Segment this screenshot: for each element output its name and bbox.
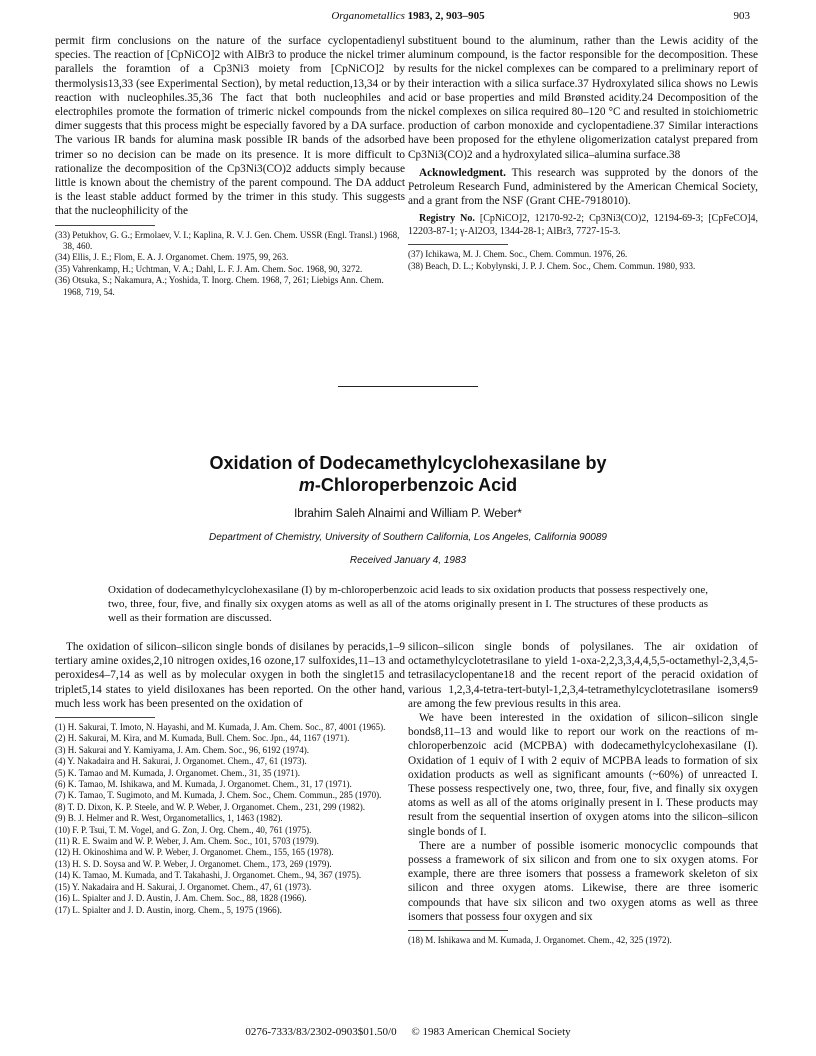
reference-33: (33) Petukhov, G. G.; Ermolaev, V. I.; Kaplina, R. V. J. Gen. Chem. USSR (Engl. Transl.) 1968, 38, 460. <box>55 229 400 252</box>
footnote-divider <box>408 244 508 245</box>
title-italic-prefix: m <box>298 475 315 495</box>
reference-5: (5) K. Tamao and M. Kumada, J. Organomet. Chem., 31, 35 (1971). <box>55 767 300 778</box>
reference-3: (3) H. Sakurai and Y. Kamiyama, J. Am. Chem. Soc., 96, 6192 (1974). <box>55 744 309 755</box>
article-right-column <box>408 640 758 946</box>
article-intro-text: The oxidation of silicon–silicon single bonds of disilanes by peracids,1–9 tertiary amine oxides,2,10 nitrogen oxides,16 ozone,17 sulfoxides,11–13 and peroxides4–7,14 as well as by molecular oxygen in both the singlet15 and triplet5,14 states to yield disiloxanes has been reported. On the other hand, much less work has been presented on the oxidation of <box>55 641 405 710</box>
footer-copyright: © 1983 American Chemical Society <box>411 1026 571 1038</box>
reference-38: (38) Beach, D. L.; Kobylynski, J. P. J. Chem. Soc., Chem. Commun. 1980, 933. <box>408 260 696 271</box>
reference-37: (37) Ichikawa, M. J. Chem. Soc., Chem. Commun. 1976, 26. <box>408 249 628 260</box>
received-date: Received January 4, 1983 <box>349 555 467 566</box>
prev-article-right-text: substituent bound to the aluminum, rather than the Lewis acidity of the aluminum compound, is the factor responsible for the decomposition. These results for the nickel complexes can be compared to a preliminary report of their interaction with a silica surface.37 Hydroxylated silica shows no Lewis acid or base properties and mild Brønsted acidity.24 Decomposition of the nickel complexes on silica required 80–120 °C and resulted in stoichiometric production of carbon monoxide and cyclopentadiene.37 Similar interactions have been proposed for the ethylene oligomerization catalyst prepared from Cp3Ni3(CO)2 and a hydroxylated silica–alumina surface.38 <box>408 35 758 161</box>
reference-11: (11) R. E. Swaim and W. P. Weber, J. Am. Chem. Soc., 101, 5703 (1979). <box>55 836 319 847</box>
article-left-column <box>55 640 405 916</box>
reference-4: (4) Y. Nakadaira and H. Sakurai, J. Organomet. Chem., 47, 61 (1973). <box>55 756 307 767</box>
title-line-2 <box>60 474 756 496</box>
journal-year-volume: 1983, 2, 903–905 <box>407 10 485 22</box>
footnote-divider <box>408 930 508 931</box>
footnote-divider <box>55 225 155 226</box>
page-number: 903 <box>733 10 750 22</box>
journal-name: Organometallics <box>331 10 405 22</box>
article-abstract: Oxidation of dodecamethylcyclohexasilane (I) by m-chloroperbenzoic acid leads to six oxidation products that possess respectively one, two, three, four, five, and finally six oxygen atoms as well as all of the atoms originally present in I. The structures of these products as well as their formation are discussed. <box>108 584 708 624</box>
page-footer <box>0 1026 816 1038</box>
reference-35: (35) Vahrenkamp, H.; Uchtman, V. A.; Dahl, L. F. J. Am. Chem. Soc. 1968, 90, 3272. <box>55 263 363 274</box>
prev-article-left-references <box>55 230 405 298</box>
prev-article-right-references <box>408 249 758 272</box>
reference-15: (15) Y. Nakadaira and H. Sakurai, J. Organomet. Chem., 47, 61 (1973). <box>55 881 312 892</box>
reference-36: (36) Otsuka, S.; Nakamura, A.; Yoshida, T. Inorg. Chem. 1968, 7, 261; Liebigs Ann. Chem. 1968, 719, 54. <box>55 275 384 297</box>
footer-code: 0276-7333/83/2302-0903$01.50/0 <box>245 1026 397 1038</box>
article-body-paragraph-2: We have been interested in the oxidation of silicon–silicon single bonds8,11–13 and would like to report our work on the reactions of m-chloroperbenzoic acid (MCPBA) with dodecamethylcyclohexasilane (I). Oxidation of 1 equiv of I with 2 equiv of MCPBA leads to formation of six oxidation products as well as significant amounts (~60%) of unreacted I. These possess respectively one, two, three, four, five, and finally six oxygen atoms as well as all of the atoms originally present in I. These products may result from the sequential insertion of oxygen atoms into the silicon–silicon single bonds of I. <box>408 712 758 838</box>
reference-16: (16) L. Spialter and J. D. Austin, J. Am. Chem. Soc., 88, 1828 (1966). <box>55 893 307 904</box>
acknowledgment-label: Acknowledgment. <box>419 166 506 179</box>
article-separator <box>338 386 478 387</box>
title-line-1: Oxidation of Dodecamethylcyclohexasilane by <box>209 453 607 473</box>
acknowledgment <box>408 166 758 209</box>
reference-10: (10) F. P. Tsui, T. M. Vogel, and G. Zon, J. Org. Chem., 40, 761 (1975). <box>55 824 312 835</box>
registry-label: Registry No. <box>419 213 475 225</box>
reference-34: (34) Ellis, J. E.; Flom, E. A. J. Organomet. Chem. 1975, 99, 263. <box>55 252 289 263</box>
title-line-2-rest: -Chloroperbenzoic Acid <box>314 475 518 495</box>
reference-13: (13) H. S. D. Soysa and W. P. Weber, J. Organomet. Chem., 173, 269 (1979). <box>55 858 332 869</box>
reference-1: (1) H. Sakurai, T. Imoto, N. Hayashi, and M. Kumada, J. Am. Chem. Soc., 87, 4001 (1965). <box>55 722 386 733</box>
article-left-references <box>55 722 405 916</box>
article-body-paragraph-3: There are a number of possible isomeric monocyclic compounds that possess a framework of six silicon and from one to six oxygen atoms. For example, there are three isomers that possess a framework skeleton of six silicon and three oxygen atoms. Likewise, there are three isomeric compounds that have six silicon and two oxygen atoms as well as three isomers that possess four oxygen and six <box>408 839 758 923</box>
reference-12: (12) H. Okinoshima and W. P. Weber, J. Organomet. Chem., 155, 165 (1978). <box>55 847 334 858</box>
acknowledgment-text: This research was supproted by the donors of the Petroleum Research Fund, administered by the American Chemical Society, and a grant from the NSF (Grant CHE-7918010). <box>408 166 758 208</box>
reference-18: (18) M. Ishikawa and M. Kumada, J. Organomet. Chem., 42, 325 (1972). <box>408 935 672 946</box>
registry-numbers <box>408 212 758 238</box>
article-body-paragraph-1: silicon–silicon single bonds of polysilanes. The air oxidation of octamethylcyclotetrasilane to yield 1-oxa-2,2,3,3,4,4,5,5-octamethyl-2,3,4,5-tetrasilacyclopentane18 and the recent report of the peracid oxidation of various 1,2,3,4-tetra-tert-butyl-1,2,3,4-tetramethylcyclotetrasilane isomers9 are among the few previous results in this area. <box>408 641 758 710</box>
reference-17: (17) L. Spialter and J. D. Austin, inorg. Chem., 5, 1975 (1966). <box>55 904 282 915</box>
article-title <box>60 452 756 496</box>
article-right-references <box>408 935 758 946</box>
prev-article-left-text: permit firm conclusions on the nature of the surface cyclopentadienyl species. The reaction of [CpNiCO]2 with AlBr3 to produce the nickel trimer parallels the foramtion of a Cp3Ni3 moiety from [CpNiCO]2 by thermolysis13,33 (see Experimental Section), by metal reduction,13,34 or by reaction with nucleophiles.35,36 The fact that both nucleophiles and electrophiles promote the formation of trimeric nickel compounds from the dimer suggests that this process might be especially favored by a DA surface. The various IR bands for alumina mask possible IR bands of the adsorbed trimer so no decision can be made on its presence. It is more difficult to rationalize the decomposition of the Cp3Ni3(CO)2 adducts simply because little is known about the chemistry of the parent compound. The DA adduct is the least stable adduct formed by the trimer in this study. This suggests that the nucleophilicity of the <box>55 35 405 218</box>
reference-14: (14) K. Tamao, M. Kumada, and T. Takahashi, J. Organomet. Chem., 94, 367 (1975). <box>55 870 362 881</box>
registry-text: [CpNiCO]2, 12170-92-2; Cp3Ni3(CO)2, 12194-69-3; [CpFeCO]4, 12203-87-1; γ-Al2O3, 1344-28-1; AlBr3, 7727-15-3. <box>408 213 759 238</box>
reference-6: (6) K. Tamao, M. Ishikawa, and M. Kumada, J. Organomet. Chem., 31, 17 (1971). <box>55 779 352 790</box>
prev-article-left-column <box>55 34 405 298</box>
reference-9: (9) B. J. Helmer and R. West, Organometallics, 1, 1463 (1982). <box>55 813 283 824</box>
reference-7: (7) K. Tamao, T. Sugimoto, and M. Kumada, J. Chem. Soc., Chem. Commun., 285 (1970). <box>55 790 382 801</box>
reference-8: (8) T. D. Dixon, K. P. Steele, and W. P. Weber, J. Organomet. Chem., 231, 299 (1982). <box>55 801 365 812</box>
running-head <box>0 10 816 22</box>
prev-article-right-column <box>408 34 758 272</box>
article-authors: Ibrahim Saleh Alnaimi and William P. Weber* <box>294 508 522 520</box>
footnote-divider <box>55 717 155 718</box>
article-affiliation: Department of Chemistry, University of Southern California, Los Angeles, California 90089 <box>209 532 607 543</box>
reference-2: (2) H. Sakurai, M. Kira, and M. Kumada, Bull. Chem. Soc. Jpn., 44, 1167 (1971). <box>55 733 350 744</box>
